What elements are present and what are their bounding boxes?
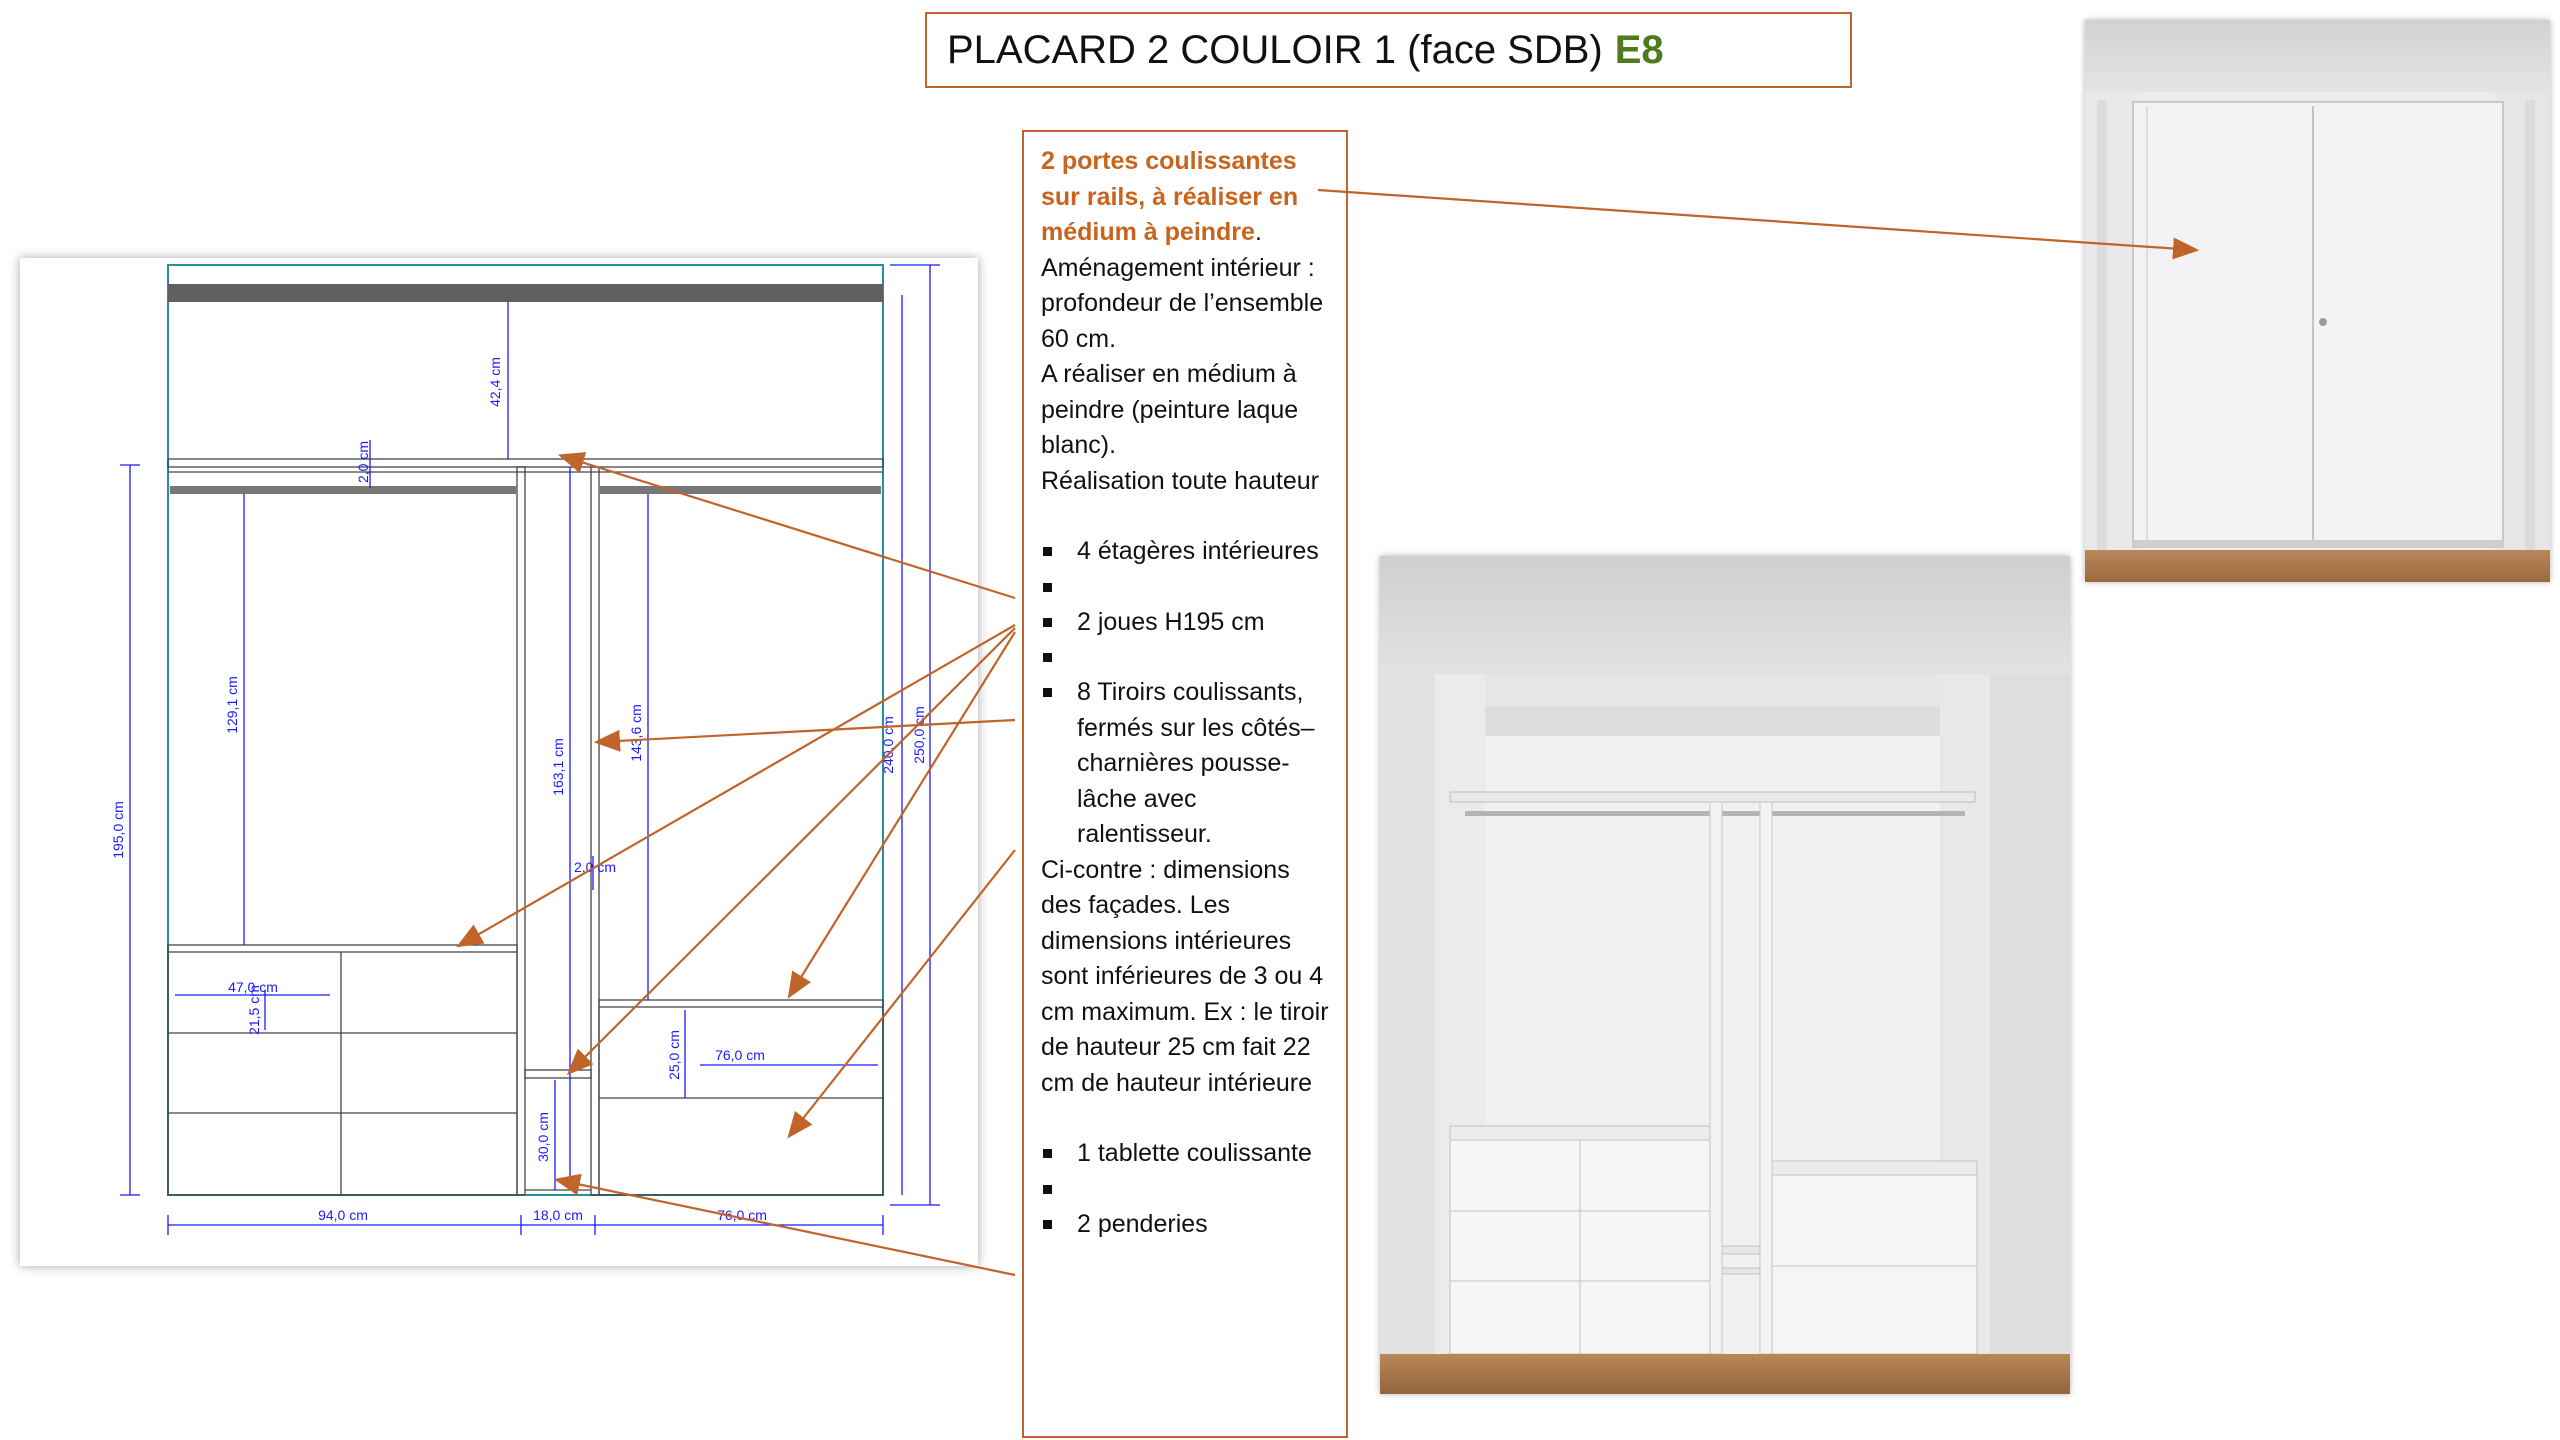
title-text: PLACARD 2 COULOIR 1 (face SDB) (947, 27, 1603, 72)
bullet-joues: 2 joues H195 cm (1041, 605, 1330, 641)
left-upright (517, 467, 525, 1195)
title-box (925, 12, 1852, 88)
dim-mid-upright: 163,1 cm (550, 738, 566, 796)
dim-top-gap: 42,4 cm (487, 357, 503, 407)
dim-drawer-width: 47,0 cm (228, 979, 278, 995)
dim-mid-small: 2,0 cm (573, 859, 617, 875)
spec-note: Ci-contre : dimensions des façades. Les dimensions intérieures sont inférieures de 3 ou 4 cm maximum. Ex : le tiroir de hauteur 25 cm fait 22 cm de hauteur intérieure (1041, 855, 1329, 1097)
arrow-doors (1318, 190, 2195, 250)
spec-paragraph-1: Aménagement intérieur : profondeur de l’ensemble 60 cm. (1041, 253, 1324, 353)
dim-bottom-left: 94,0 cm (318, 1207, 368, 1223)
technical-plan (20, 258, 978, 1266)
dim-drawer-height: 21,5 cm (246, 985, 262, 1035)
dim-right-hang: 143,6 cm (628, 704, 644, 762)
dim-shelf: 2,0 cm (355, 440, 371, 484)
top-rail (168, 284, 883, 302)
bullet-tablette: 1 tablette coulissante (1041, 1136, 1330, 1172)
spec-bullets-bottom (1041, 1136, 1330, 1242)
spec-intro-highlight: 2 portes coulissantes sur rails, à réaliser en médium à peindre (1041, 147, 1299, 246)
dim-bottom-right: 76,0 cm (717, 1207, 767, 1223)
dim-total-2: 250,0 cm (911, 706, 927, 764)
plan-drawing (20, 258, 978, 1266)
render-sliding-doors (2085, 20, 2550, 582)
bullet-penderies: 2 penderies (1041, 1207, 1330, 1243)
spec-bullets-top (1041, 534, 1330, 853)
spec-paragraph-2: A réaliser en médium à peindre (peinture laque blanc). (1041, 360, 1299, 459)
specification-box (1022, 130, 1348, 1438)
dim-tablette: 30,0 cm (535, 1112, 551, 1162)
dim-total-1: 240,0 cm (880, 716, 896, 774)
dim-right-drawer-width: 76,0 cm (715, 1047, 765, 1063)
left-hanging-rod (170, 486, 516, 494)
title-code: E8 (1614, 27, 1664, 72)
dim-left-height: 195,0 cm (110, 801, 126, 859)
spec-paragraph-3: Réalisation toute hauteur (1041, 466, 1319, 495)
bullet-tiroirs: 8 Tiroirs coulissants, fermés sur les côtés– charnières pousse-lâche avec ralentisseur. (1041, 675, 1330, 853)
bullet-etageres: 4 étagères intérieures (1041, 534, 1330, 570)
right-hanging-rod (600, 486, 881, 494)
upper-shelf (168, 459, 883, 467)
render-interior-layout (1380, 556, 2070, 1394)
spec-intro (1041, 144, 1330, 251)
dim-bottom-middle: 18,0 cm (533, 1207, 583, 1223)
spec-intro-dot: . (1254, 218, 1262, 246)
dim-left-hang: 129,1 cm (224, 676, 240, 734)
dim-right-drawer-height: 25,0 cm (666, 1030, 682, 1080)
right-upright (591, 467, 599, 1195)
